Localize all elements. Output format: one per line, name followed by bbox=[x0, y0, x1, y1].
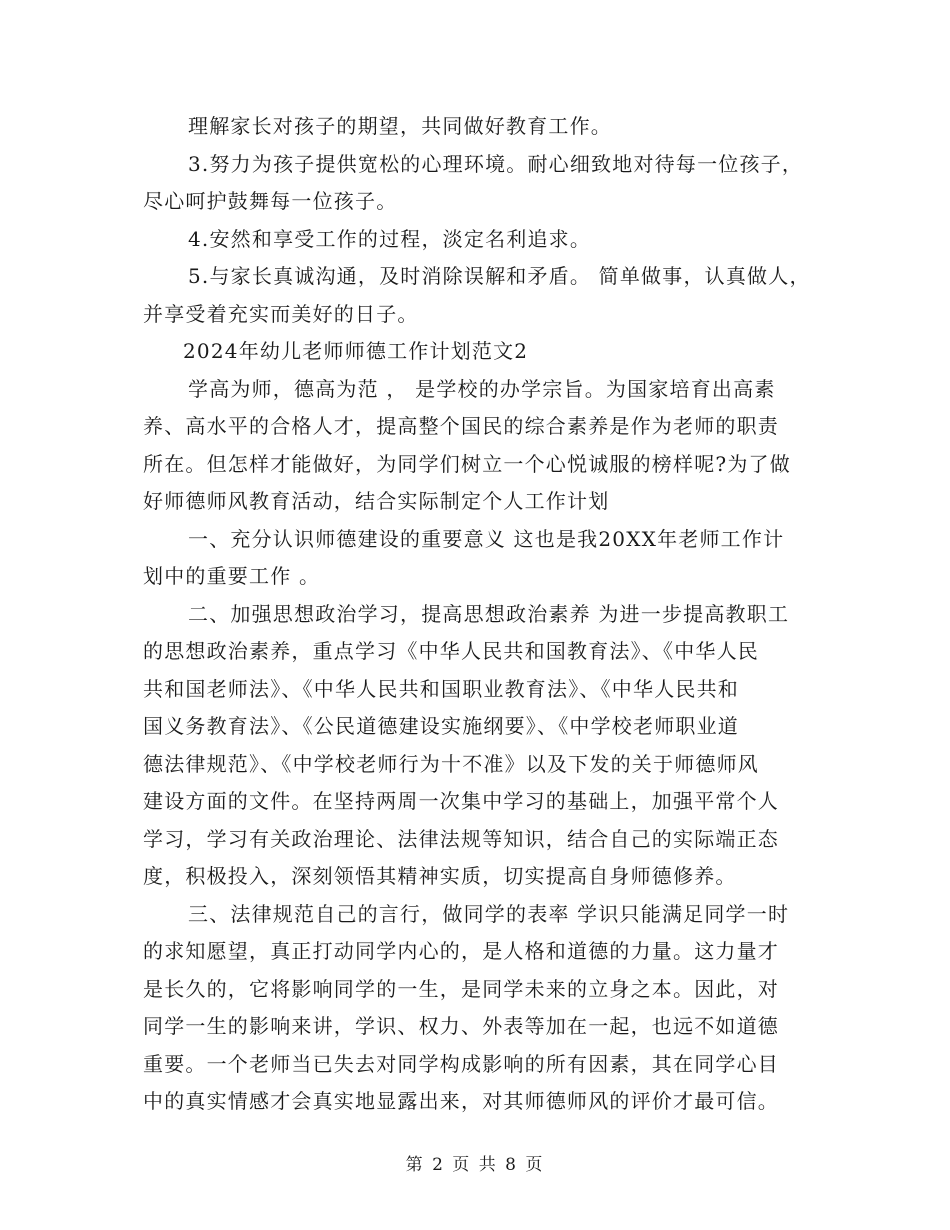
paragraph-line: 3.努力为孩子提供宽松的心理环境。耐心细致地对待每一位孩子， bbox=[188, 151, 804, 176]
paragraph-line: 并享受着充实而美好的日子。 bbox=[143, 301, 419, 326]
paragraph-line: 学高为师，德高为范 ， 是学校的办学宗旨。为国家培育出高素 bbox=[188, 376, 776, 401]
paragraph-line: 学习，学习有关政治理论、法律法规等知识，结合自己的实际端正态 bbox=[143, 826, 779, 851]
paragraph-line: 所在。但怎样才能做好，为同学们树立一个心悦诚服的榜样呢?为了做 bbox=[143, 451, 791, 476]
paragraph-line: 重要。一个老师当已失去对同学构成影响的所有因素，其在同学心目 bbox=[143, 1051, 779, 1076]
paragraph-line: 三、法律规范自己的言行，做同学的表率 学识只能满足同学一时 bbox=[188, 901, 790, 926]
body-text bbox=[143, 108, 823, 1121]
paragraph-line: 建设方面的文件。在坚持两周一次集中学习的基础上，加强平常个人 bbox=[143, 789, 779, 813]
paragraph-line: 理解家长对孩子的期望，共同做好教育工作。 bbox=[188, 114, 612, 138]
paragraph-line: 的思想政治素养，重点学习《中华人民共和国教育法》、《中华人民 bbox=[143, 639, 759, 663]
paragraph-line: 德法律规范》、《中学校老师行为十不准》以及下发的关于师德师风 bbox=[143, 751, 759, 776]
paragraph-line: 同学一生的影响来讲，学识、权力、外表等加在一起，也远不如道德 bbox=[143, 1014, 779, 1038]
paragraph-line: 划中的重要工作 。 bbox=[143, 564, 321, 588]
paragraph-line: 的求知愿望，真正打动同学内心的，是人格和道德的力量。这力量才 bbox=[143, 939, 779, 963]
paragraph-line: 好师德师风教育活动，结合实际制定个人工作计划 bbox=[143, 489, 610, 513]
paragraph-line: 5.与家长真诚沟通，及时消除误解和矛盾。 简单做事，认真做人， bbox=[188, 264, 811, 288]
paragraph-line: 共和国老师法》、《中华人民共和国职业教育法》、《中华人民共和 bbox=[143, 676, 739, 701]
paragraph-line: 中的真实情感才会真实地显露出来，对其师德师风的评价才最可信。 bbox=[143, 1089, 779, 1113]
paragraph-line: 国义务教育法》、《公民道德建设实施纲要》、《中学校老师职业道 bbox=[143, 714, 739, 738]
paragraph-line: 一、充分认识师德建设的重要意义 这也是我20XX年老师工作计 bbox=[188, 526, 785, 551]
paragraph-line: 养、高水平的合格人才，提高整个国民的综合素养是作为老师的职责 bbox=[143, 414, 779, 438]
paragraph-line: 是长久的，它将影响同学的一生，是同学未来的立身之本。因此，对 bbox=[143, 976, 779, 1001]
paragraph-line: 度，积极投入，深刻领悟其精神实质，切实提高自身师德修养。 bbox=[143, 864, 737, 888]
paragraph-line: 二、加强思想政治学习，提高思想政治素养 为进一步提高教职工 bbox=[188, 601, 790, 626]
page-number-footer: 第 2 页 共 8 页 bbox=[405, 1155, 545, 1175]
paragraph-line: 4.安然和享受工作的过程，淡定名利追求。 bbox=[188, 226, 592, 251]
paragraph-line: 尽心呵护鼓舞每一位孩子。 bbox=[143, 189, 398, 213]
section-heading: 2024年幼儿老师师德工作计划范文2 bbox=[183, 339, 529, 363]
